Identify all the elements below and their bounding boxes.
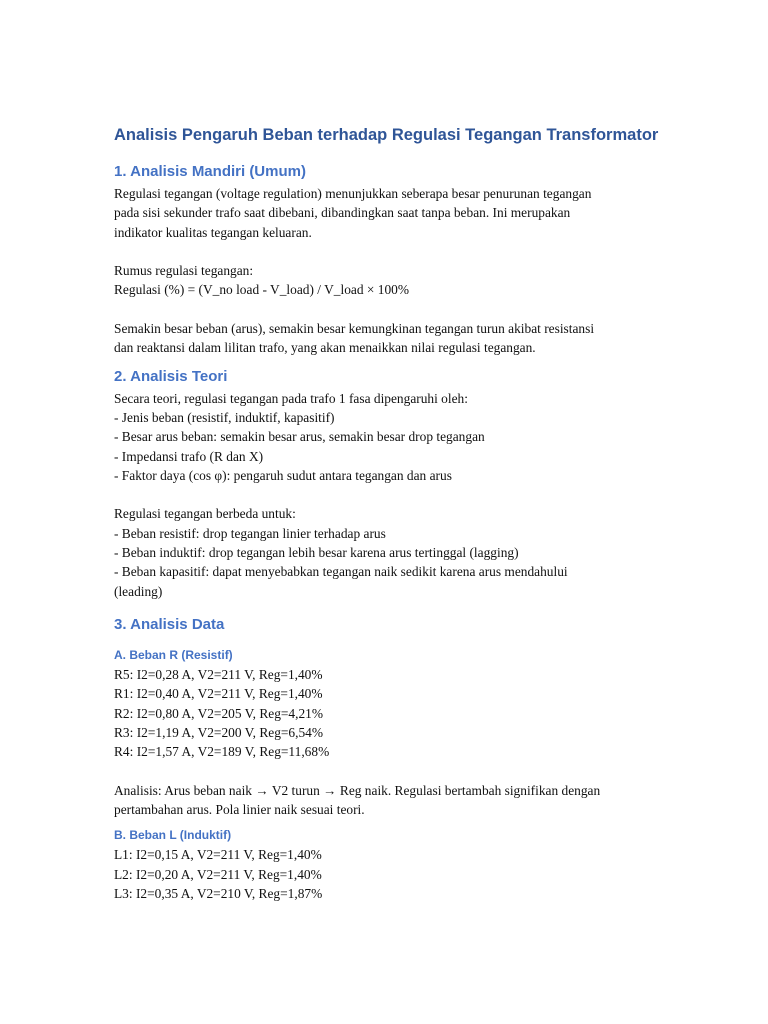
data-row: R2: I2=0,80 A, V2=205 V, Reg=4,21%: [114, 705, 324, 721]
document-title: Analisis Pengaruh Beban terhadap Regulasi Tegangan Transformator: [114, 126, 659, 144]
load-type-item: - Beban induktif: drop tegangan lebih besar karena arus tertinggal (lagging): [114, 545, 519, 561]
factor-item: - Impedansi trafo (R dan X): [114, 448, 264, 464]
section-2-intro: Secara teori, regulasi tegangan pada trafo 1 fasa dipengaruhi oleh:: [114, 390, 468, 406]
load-type-item: - Beban resistif: drop tegangan linier terhadap arus: [114, 525, 386, 541]
data-row: L2: I2=0,20 A, V2=211 V, Reg=1,40%: [114, 866, 322, 882]
section-3-heading: 3. Analisis Data: [114, 615, 225, 633]
formula-label: Rumus regulasi tegangan:: [114, 263, 254, 279]
data-row: R4: I2=1,57 A, V2=189 V, Reg=11,68%: [114, 744, 330, 760]
document-page: [114, 118, 674, 903]
section-2-intro-2: Regulasi tegangan berbeda untuk:: [114, 506, 296, 522]
section-1-paragraph-1: Regulasi tegangan (voltage regulation) menunjukkan seberapa besar penurunan tegangan pada sisi sekunder trafo saat dibebani, dibandingkan saat tanpa beban. Ini merupakan indikator kualitas tegangan keluaran.: [114, 186, 592, 240]
data-row: L1: I2=0,15 A, V2=211 V, Reg=1,40%: [114, 847, 322, 863]
data-row: L3: I2=0,35 A, V2=210 V, Reg=1,87%: [114, 885, 323, 901]
subsection-b-heading: B. Beban L (Induktif): [114, 828, 232, 843]
data-row: R1: I2=0,40 A, V2=211 V, Reg=1,40%: [114, 686, 323, 702]
data-row: R5: I2=0,28 A, V2=211 V, Reg=1,40%: [114, 666, 323, 682]
data-row: R3: I2=1,19 A, V2=200 V, Reg=6,54%: [114, 724, 324, 740]
section-2-heading: 2. Analisis Teori: [114, 367, 228, 385]
factor-item: - Jenis beban (resistif, induktif, kapasitif): [114, 409, 335, 425]
section-1-paragraph-2: Semakin besar beban (arus), semakin besar kemungkinan tegangan turun akibat resistansi dan reaktansi dalam lilitan trafo, yang akan menaikkan nilai regulasi tegangan.: [114, 321, 595, 356]
section-1-heading: 1. Analisis Mandiri (Umum): [114, 163, 306, 180]
factor-item: - Faktor daya (cos φ): pengaruh sudut antara tegangan dan arus: [114, 467, 452, 483]
subsection-a-heading: A. Beban R (Resistif): [114, 647, 233, 662]
factor-item: - Besar arus beban: semakin besar arus, semakin besar drop tegangan: [114, 429, 485, 445]
load-type-item: - Beban kapasitif: dapat menyebabkan tegangan naik sedikit karena arus mendahului (leading): [114, 564, 568, 599]
subsection-a-analysis: Analisis: Arus beban naik → V2 turun → Reg naik. Regulasi bertambah signifikan dengan pertambahan arus. Pola linier naik sesuai teori.: [114, 782, 601, 818]
formula: Regulasi (%) = (V_no load - V_load) / V_load × 100%: [114, 282, 410, 298]
